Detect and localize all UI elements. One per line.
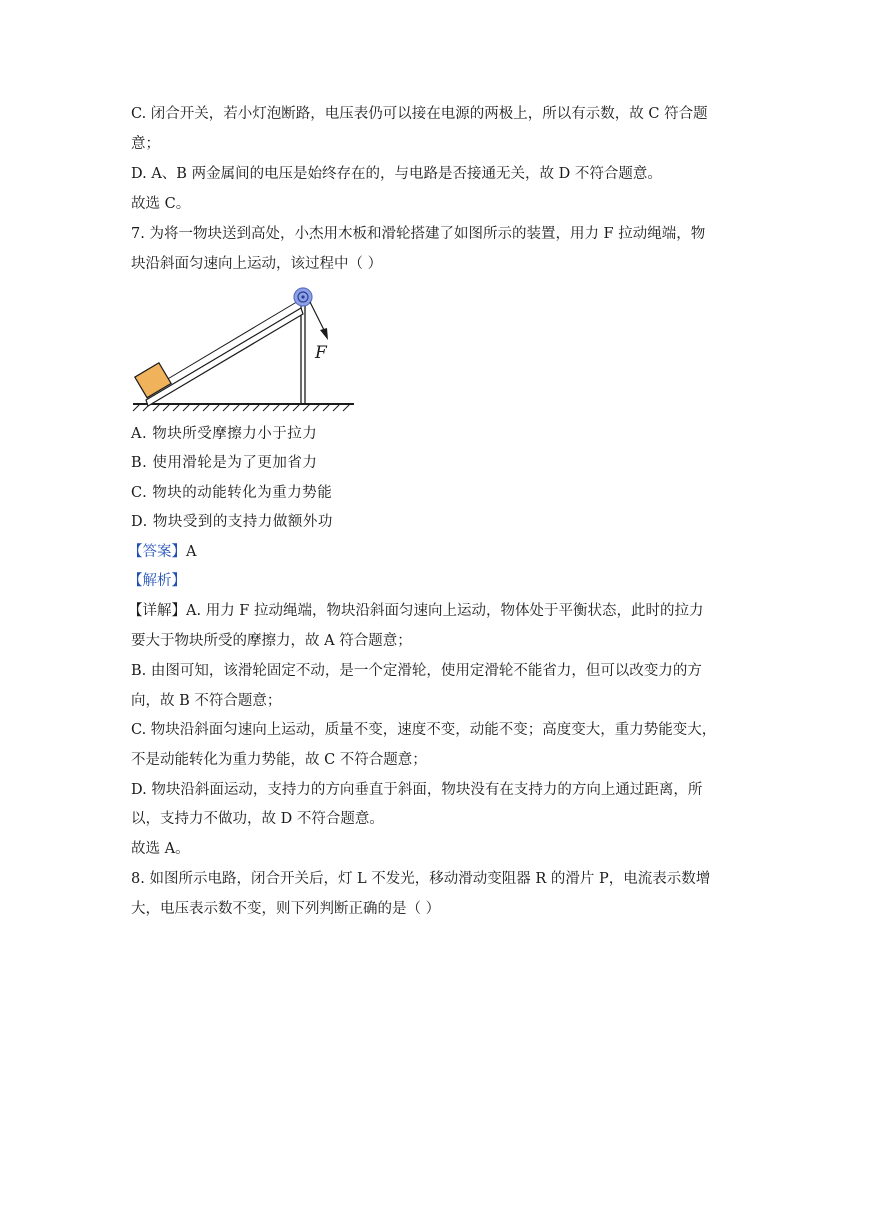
detail-line: D. 物块沿斜面运动，支持力的方向垂直于斜面，物块没有在支持力的方向上通过距离，所	[131, 782, 703, 798]
detail-line: 以，支持力不做功，故 D 不符合题意。	[131, 811, 384, 827]
answer-line	[128, 542, 196, 562]
text-line: C. 闭合开关，若小灯泡断路，电压表仍可以接在电源的两极上，所以有示数，故 C 符合题	[131, 106, 708, 122]
detail-tag: 【详解】	[128, 603, 186, 619]
force-label: F	[315, 343, 327, 363]
detail-line: 不是动能转化为重力势能，故 C 不符合题意；	[131, 752, 427, 768]
ground-hatching	[133, 404, 350, 411]
text-line: D. A、B 两金属间的电压是始终存在的，与电路是否接通无关，故 D 不符合题意。	[131, 166, 662, 182]
force-arrow-icon	[320, 328, 328, 340]
detail-text: A. 用力 F 拉动绳端，物块沿斜面匀速向上运动，物体处于平衡状态，此时的拉力	[186, 603, 704, 619]
analysis-line	[128, 571, 186, 591]
rope	[166, 300, 300, 380]
option-c: C. 物块的动能转化为重力势能	[131, 485, 333, 501]
question-7-stem-line2: 块沿斜面匀速向上运动，该过程中（ ）	[131, 256, 383, 272]
inclined-plank	[146, 308, 303, 406]
detail-line: 要大于物块所受的摩擦力，故 A 符合题意；	[131, 633, 412, 649]
question-7-stem-line1: 7. 为将一物块送到高处，小杰用木板和滑轮搭建了如图所示的装置，用力 F 拉动绳端，物	[131, 226, 706, 242]
detail-line: C. 物块沿斜面匀速向上运动，质量不变，速度不变，动能不变；高度变大，重力势能变大，	[131, 722, 717, 738]
option-b: B. 使用滑轮是为了更加省力	[131, 455, 318, 471]
question-8-stem-line2: 大，电压表示数不变，则下列判断正确的是（ ）	[131, 901, 441, 917]
answer-value: A	[186, 544, 197, 560]
option-d: D. 物块受到的支持力做额外功	[131, 514, 333, 530]
option-a: A. 物块所受摩擦力小于拉力	[131, 426, 318, 442]
analysis-tag: 【解析】	[128, 573, 186, 589]
question-8-stem-line1: 8. 如图所示电路，闭合开关后，灯 L 不发光，移动滑动变阻器 R 的滑片 P，电流表示数增	[131, 871, 711, 887]
text-line: 意；	[131, 136, 160, 152]
detail-line: 向，故 B 不符合题意；	[131, 693, 282, 709]
answer-tag: 【答案】	[128, 544, 186, 560]
detail-line: B. 由图可知，该滑轮固定不动，是一个定滑轮，使用定滑轮不能省力，但可以改变力的方	[131, 663, 702, 679]
detail-line	[128, 601, 703, 621]
incline-pulley-figure	[128, 282, 368, 412]
detail-line: 故选 A。	[131, 841, 190, 857]
text-line: 故选 C。	[131, 196, 191, 212]
